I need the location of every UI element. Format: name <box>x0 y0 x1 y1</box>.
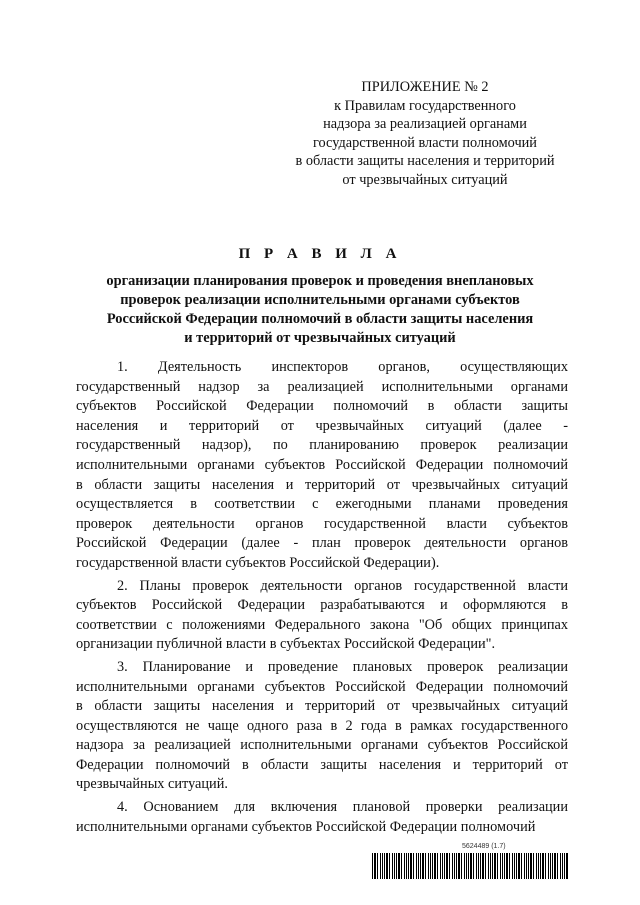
paragraph-line: населения и территорий от чрезвычайных ситуаций (далее - <box>76 417 568 434</box>
paragraph-line: соответствии с положениями Федерального закона "Об общих принципах <box>76 616 568 633</box>
paragraph-line: Федерации полномочий в области защиты населения и территорий от <box>76 756 568 773</box>
document-body <box>76 358 568 840</box>
subtitle-line: проверок реализации исполнительными органами субъектов <box>120 292 520 308</box>
appendix-line: ПРИЛОЖЕНИЕ № 2 <box>361 79 489 95</box>
paragraph-line: чрезвычайных ситуаций. <box>76 776 228 793</box>
paragraph-line: в области защиты населения и территорий от чрезвычайных ситуаций <box>76 698 568 715</box>
paragraph-line: государственный надзор за реализацией исполнительными органами <box>76 378 568 395</box>
paragraph-line: государственной власти субъектов Российской Федерации). <box>76 554 440 571</box>
paragraph-line: Российской Федерации (далее - план проверок деятельности органов <box>76 535 568 552</box>
appendix-line: от чрезвычайных ситуаций <box>342 171 508 188</box>
paragraph-line: субъектов Российской Федерации полномочий в области защиты <box>76 398 568 415</box>
paragraph-line: организации публичной власти в субъектах Российской Федерации". <box>76 636 496 653</box>
subtitle-line: организации планирования проверок и проведения внеплановых <box>106 273 534 289</box>
barcode-code: 5624489 (1.7) <box>462 843 506 850</box>
paragraph-2 <box>76 577 568 655</box>
paragraph-line: исполнительными органами субъектов Российской Федерации полномочий <box>76 818 536 835</box>
paragraph-4 <box>76 798 568 837</box>
appendix-header <box>260 78 590 190</box>
paragraph-line: исполнительными органами субъектов Российской Федерации полномочий <box>76 456 568 473</box>
appendix-line: надзора за реализацией органами <box>323 116 527 133</box>
paragraph-line: 2. Планы проверок деятельности органов государственной власти <box>117 577 568 594</box>
paragraph-line: 1. Деятельность инспекторов органов, осуществляющих <box>117 359 568 375</box>
appendix-line: в области защиты населения и территорий <box>295 153 555 170</box>
subtitle-line: Российской Федерации полномочий в области защиты населения <box>106 311 534 327</box>
paragraph-line: проверок деятельности органов государственной власти субъектов <box>76 515 568 532</box>
paragraph-1 <box>76 358 568 574</box>
paragraph-line: осуществляются не чаще одного раза в 2 года в рамках государственного <box>76 717 568 734</box>
barcode-image <box>372 853 568 879</box>
paragraph-line: в области защиты населения и территорий от чрезвычайных ситуаций <box>76 476 568 493</box>
paragraph-line: осуществляется в соответствии с ежегодными планами проведения <box>76 496 568 513</box>
paragraph-line: 3. Планирование и проведение плановых проверок реализации <box>117 658 568 675</box>
paragraph-line: надзора за реализацией исполнительными органами субъектов Российской <box>76 737 568 754</box>
document-title: П Р А В И Л А <box>238 246 402 262</box>
appendix-line: государственной власти полномочий <box>313 134 537 151</box>
paragraph-line: 4. Основанием для включения плановой проверки реализации <box>117 799 568 816</box>
paragraph-3 <box>76 658 568 795</box>
appendix-line: к Правилам государственного <box>334 97 516 114</box>
document-subtitle <box>60 272 580 348</box>
paragraph-line: субъектов Российской Федерации разрабатываются и оформляются в <box>76 597 568 614</box>
paragraph-line: исполнительными органами субъектов Российской Федерации полномочий <box>76 678 568 695</box>
subtitle-line: и территорий от чрезвычайных ситуаций <box>184 330 456 346</box>
paragraph-line: государственный надзор), по планированию проверок реализации <box>76 437 568 454</box>
